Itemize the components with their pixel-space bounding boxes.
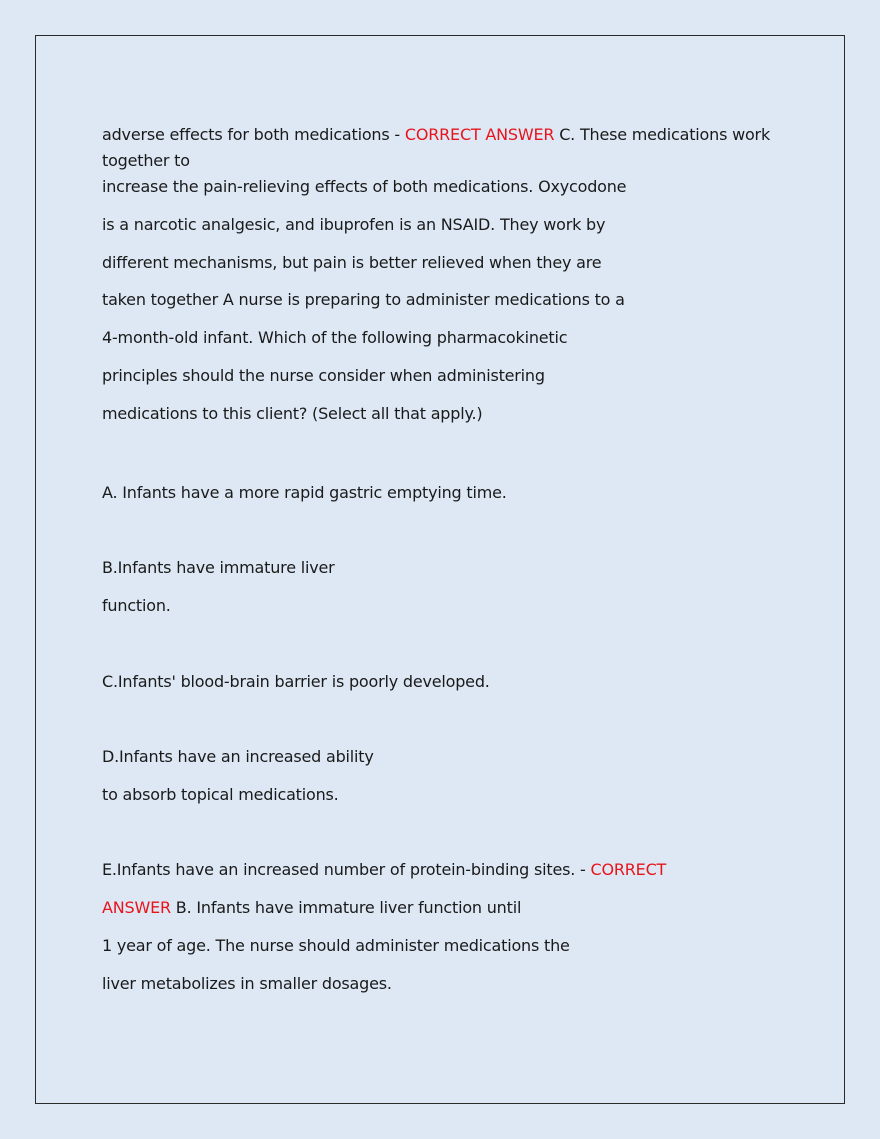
rationale-line-3: liver metabolizes in smaller dosages. bbox=[102, 974, 392, 993]
intro-line-2: together to bbox=[102, 151, 190, 170]
intro-line-1 bbox=[102, 125, 770, 145]
intro-line-5: different mechanisms, but pain is better relieved when they are bbox=[102, 253, 602, 272]
option-b-line-2: function. bbox=[102, 596, 171, 615]
text-segment: C. These medications work bbox=[554, 125, 771, 144]
option-a: A. Infants have a more rapid gastric emptying time. bbox=[102, 483, 507, 502]
option-e bbox=[102, 860, 666, 880]
rationale-line-2: 1 year of age. The nurse should administer medications the bbox=[102, 936, 570, 955]
correct-answer-label-part-2: ANSWER bbox=[102, 898, 171, 917]
option-b-line-1: B.Infants have immature liver bbox=[102, 558, 335, 577]
intro-line-7: 4-month-old infant. Which of the following pharmacokinetic bbox=[102, 328, 568, 347]
intro-line-6: taken together A nurse is preparing to administer medications to a bbox=[102, 290, 625, 309]
intro-line-4: is a narcotic analgesic, and ibuprofen is an NSAID. They work by bbox=[102, 215, 606, 234]
option-d-line-2: to absorb topical medications. bbox=[102, 785, 339, 804]
intro-line-3: increase the pain-relieving effects of both medications. Oxycodone bbox=[102, 177, 627, 196]
intro-line-9: medications to this client? (Select all that apply.) bbox=[102, 404, 483, 423]
rationale-line-1 bbox=[102, 898, 521, 918]
text-segment: B. Infants have immature liver function until bbox=[170, 898, 522, 917]
text-segment: E.Infants have an increased number of protein-binding sites. - bbox=[102, 860, 591, 879]
intro-line-8: principles should the nurse consider when administering bbox=[102, 366, 545, 385]
text-segment: adverse effects for both medications - bbox=[102, 125, 405, 144]
option-c: C.Infants' blood-brain barrier is poorly developed. bbox=[102, 672, 490, 691]
correct-answer-label: CORRECT ANSWER bbox=[404, 125, 555, 144]
option-d-line-1: D.Infants have an increased ability bbox=[102, 747, 374, 766]
correct-answer-label-part-1: CORRECT bbox=[590, 860, 667, 879]
